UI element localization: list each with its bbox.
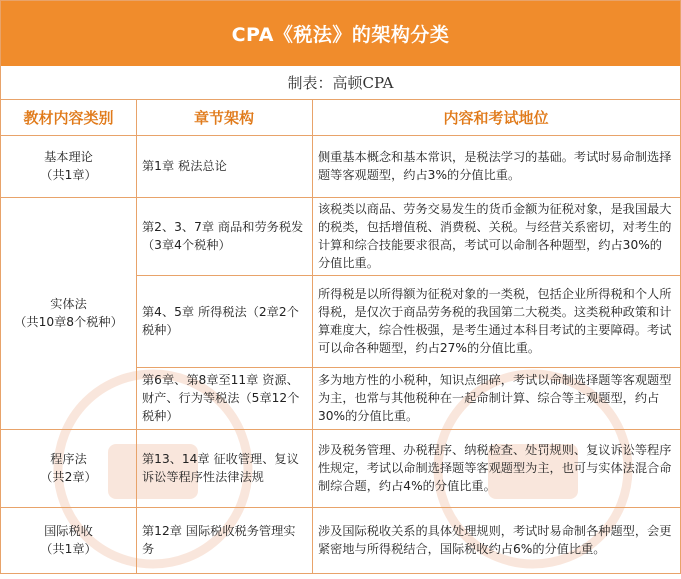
chapter-cell: 第1章 税法总论 [142, 159, 227, 173]
content-cell: 多为地方性的小税种，知识点细碎，考试以命制选择题等客观题型为主，也常与其他税种在一起命制计算、综合等主观题型，约占30%的分值比重。 [318, 373, 672, 423]
category-cell [1, 429, 136, 507]
chapter-cell: 第12章 国际税收税务管理实务 [142, 524, 296, 556]
category-cell [1, 507, 136, 573]
category-count: （共10章8个税种） [14, 315, 123, 329]
chapter-cell: 第4、5章 所得税法（2章2个税种） [142, 305, 299, 337]
table-subtitle: 制表：高顿CPA [1, 66, 680, 100]
category-name: 程序法 [50, 452, 87, 466]
category-cell [1, 135, 136, 197]
header-chapter: 章节架构 [136, 99, 312, 136]
row-divider [136, 367, 680, 368]
column-divider [136, 99, 137, 573]
row-divider [1, 429, 680, 430]
content-cell: 所得税是以所得额为征税对象的一类税，包括企业所得税和个人所得税，是仅次于商品劳务税的我国第二大税类。这类税种政策和计算难度大，综合性极强，是考生通过本科目考试的主要障碍。考试可以命各种题型，约占27%的分值比重。 [318, 287, 672, 355]
chapter-cell: 第13、14章 征收管理、复议诉讼等程序性法律法规 [142, 452, 299, 484]
category-count: （共2章） [40, 470, 97, 484]
category-name: 国际税收 [44, 524, 93, 538]
header-content: 内容和考试地位 [312, 99, 680, 136]
chapter-cell: 第6章、第8章至11章 资源、财产、行为等税法（5章12个税种） [142, 373, 300, 423]
row-divider [1, 197, 680, 198]
row-divider [1, 507, 680, 508]
category-name: 实体法 [50, 297, 87, 311]
content-cell: 涉及税务管理、办税程序、纳税检查、处罚规则、复议诉讼等程序性规定，考试以命制选择题等客观题型为主，也可与实体法混合命制综合题，约占4%的分值比重。 [318, 443, 672, 493]
category-count: （共1章） [40, 542, 97, 556]
content-cell: 该税类以商品、劳务交易发生的货币金额为征税对象，是我国最大的税类，包括增值税、消费税、关税。与经营关系密切，对考生的计算和综合技能要求很高，考试可以命制各种题型，约占30%的分值比重。 [318, 202, 672, 270]
header-category: 教材内容类别 [1, 99, 136, 136]
column-divider [312, 99, 313, 573]
row-divider [136, 275, 680, 276]
page-title: CPA《税法》的架构分类 [1, 1, 680, 66]
chapter-cell: 第2、3、7章 商品和劳务税发（3章4个税种） [142, 220, 304, 252]
category-name: 基本理论 [44, 150, 93, 164]
category-cell [1, 197, 136, 429]
content-cell: 涉及国际税收关系的具体处理规则，考试时易命制各种题型，会更紧密地与所得税结合，国际税收约占6%的分值比重。 [318, 524, 672, 556]
category-count: （共1章） [40, 168, 97, 182]
content-cell: 侧重基本概念和基本常识，是税法学习的基础。考试时易命制选择题等客观题型，约占3%的分值比重。 [318, 150, 672, 182]
